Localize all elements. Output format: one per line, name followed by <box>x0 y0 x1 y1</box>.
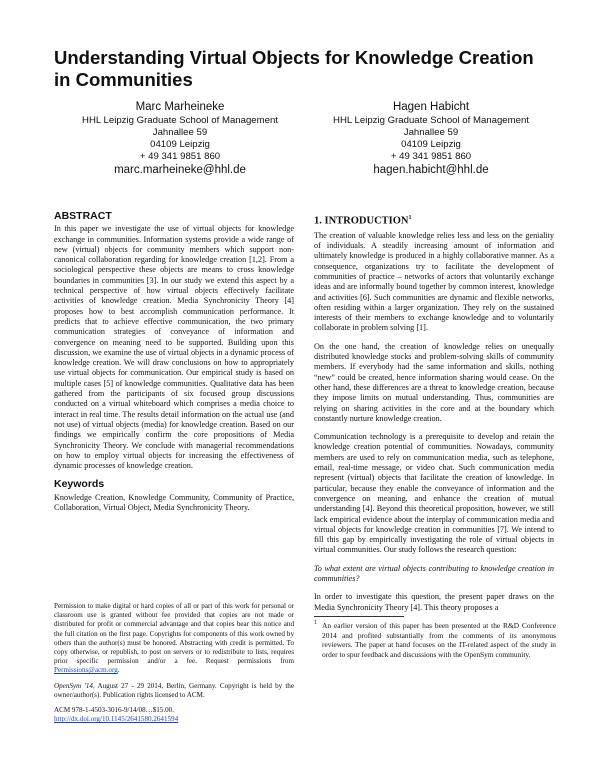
research-question: To what extent are virtual objects contributing to knowledge creation in communities? <box>314 563 554 583</box>
right-column <box>314 213 554 621</box>
author-email[interactable]: hagen.habicht@hhl.de <box>373 164 489 176</box>
author-name: Marc Marheineke <box>135 101 225 113</box>
author-email[interactable]: marc.marheineke@hhl.de <box>114 164 246 176</box>
left-column <box>54 211 294 521</box>
author-street: Jahnallee 59 <box>403 127 459 138</box>
author-phone: + 49 341 9851 860 <box>139 151 221 162</box>
author-phone: + 49 341 9851 860 <box>390 151 472 162</box>
author-city: 04109 Leipzig <box>401 139 461 150</box>
keywords-text: Knowledge Creation, Knowledge Community, Community of Practice, Collaboration, Virtual Object, Media Synchronicity Theory. <box>54 492 294 513</box>
author-street: Jahnallee 59 <box>152 127 208 138</box>
author-name: Hagen Habicht <box>392 101 470 113</box>
footnote-number: 1 <box>314 620 317 626</box>
isbn: ACM 978-1-4503-3016-9/14/08…$15.00. <box>54 706 174 715</box>
footnote-text: An earlier version of this paper has been presented at the R&D Conference 2014 and profited substantially from the comments of its anonymous reviewers. The paper at hand focuses on the IT-related aspect of the study in order to spur feedback and discussions with the OpenSym community. <box>322 621 556 659</box>
paper-title: Understanding Virtual Objects for Knowledge Creation in Communities <box>54 47 534 90</box>
intro-paragraph-1: The creation of valuable knowledge relies less and less on the geniality of individuals. A steadily increasing amount of information and ultimately knowledge is produced in a highly collaborative manner. As a consequence, organizations try to facilitate the development of communities of practice – networks of actors that voluntarily exchange ideas and are informally bound together by common interest, knowledge and activities [6]. Such communities are dynamic and flexible networks, often residing within a larger organization. They rely on the sustained interests of their members to exchange knowledge and to voluntarily collaborate in problem solving [1]. <box>314 230 554 333</box>
doi-link[interactable]: http://dx.doi.org/10.1145/2641580.2641594 <box>54 715 179 724</box>
keywords-heading: Keywords <box>54 478 105 491</box>
footnote <box>314 621 556 659</box>
author-city: 04109 Leipzig <box>150 139 210 150</box>
footnote-divider <box>314 616 404 617</box>
abstract-heading: ABSTRACT <box>54 210 112 222</box>
intro-paragraph-3: Communication technology is a prerequisite to develop and retain the knowledge creation potential of communities. Nowadays, community members are used to rely on communication media, such as telephone, email, real-time message, or video chat. Such communication media represent (virtual) objects that facilitate the creation of knowledge. In particular, because they enable the conveyance of information and the convergence on meaning, and enhance the creation of mutual understanding [4]. Beyond this theoretical proposition, however, we still lack empirical evidence about the interplay of communication media and virtual objects for knowledge creation in communities [7]. We intend to fill this gap by empirically investigating the role of virtual objects in virtual communities. Our study follows the research question: <box>314 432 554 555</box>
abstract-text: In this paper we investigate the use of virtual objects for knowledge exchange in communities. Information systems provide a wide range of new (virtual) objects for community members which support non-canonical collaboration regarding for knowledge creation [1,2]. From a sociological perspective these objects are means to cross knowledge boundaries in communities [3]. In our study we extend this aspect by a technical perspective of how virtual objects effectively facilitate activities of knowledge creation. Media Synchronicity Theory [4] proposes how to best accomplish communication performance. It predicts that to achieve effective communication, the two primary communication strategies of conveyance of information and convergence on meaning need to be supported. Building upon this discussion, we examine the use of virtual objects in a dynamic process of knowledge creation. We will draw conclusions on how to appropriately use virtual objects for communication. Our empirical study is based on multiple cases [5] of knowledge communities. Qualitative data has been gathered from the participants of six focused group discussions conducted on a virtual whiteboard which comprises a media choice to interact in real time. The results detail information on the actual use (and not use) of virtual objects (media) for knowledge creation. Based on our findings we empirically confirm the core propositions of Media Synchronicity Theory. We conclude with managerial recommendations on how to employ virtual objects for increasing the effectiveness of dynamic processes of knowledge creation. <box>54 224 294 471</box>
conference-info: OpenSym '14, August 27 - 29 2014, Berlin, Germany. Copyright is held by the owner/author(s). Publication rights licensed to ACM. <box>54 681 294 699</box>
footnote-mark: 1 <box>408 215 412 221</box>
introduction-heading: 1. INTRODUCTION$^1$ <box>314 215 412 227</box>
permission-notice: Permission to make digital or hard copies of all or part of this work for personal or classroom use is granted without fee provided that copies are not made or distributed for profit or commercial advantage and that copies bear this notice and the full citation on the first page. Copyrights for components of this work owned by others than the author(s) must be honored. Abstracting with credit is permitted. To copy otherwise, or republish, to post on servers or to redistribute to lists, requires prior specific permission and/or a fee. Request permissions from Permissions@acm.org. <box>54 602 294 675</box>
author-affiliation: HHL Leipzig Graduate School of Management <box>82 115 278 126</box>
permission-block <box>54 602 294 724</box>
intro-paragraph-4: In order to investigate this question, the present paper draws on the Media Synchronicity Theory [4]. This theory proposes a <box>314 592 554 612</box>
author-affiliation: HHL Leipzig Graduate School of Management <box>333 115 529 126</box>
author-block-2 <box>311 100 551 178</box>
author-block-1 <box>60 100 300 178</box>
permissions-email-link[interactable]: Permissions@acm.org <box>54 666 118 675</box>
intro-paragraph-2: On the one hand, the creation of knowledge relies on unequally distributed knowledge stocks and problem-solving skills of community members. If everybody had the same information and skills, nothing “new” could be created, hence information sharing would cease. On the other hand, these differences are a threat to knowledge creation, because they impose limits on mutual understanding. Thus, communities are relying on sharing activities in the core and at the boundary which constantly nurture knowledge creation. <box>314 341 554 423</box>
